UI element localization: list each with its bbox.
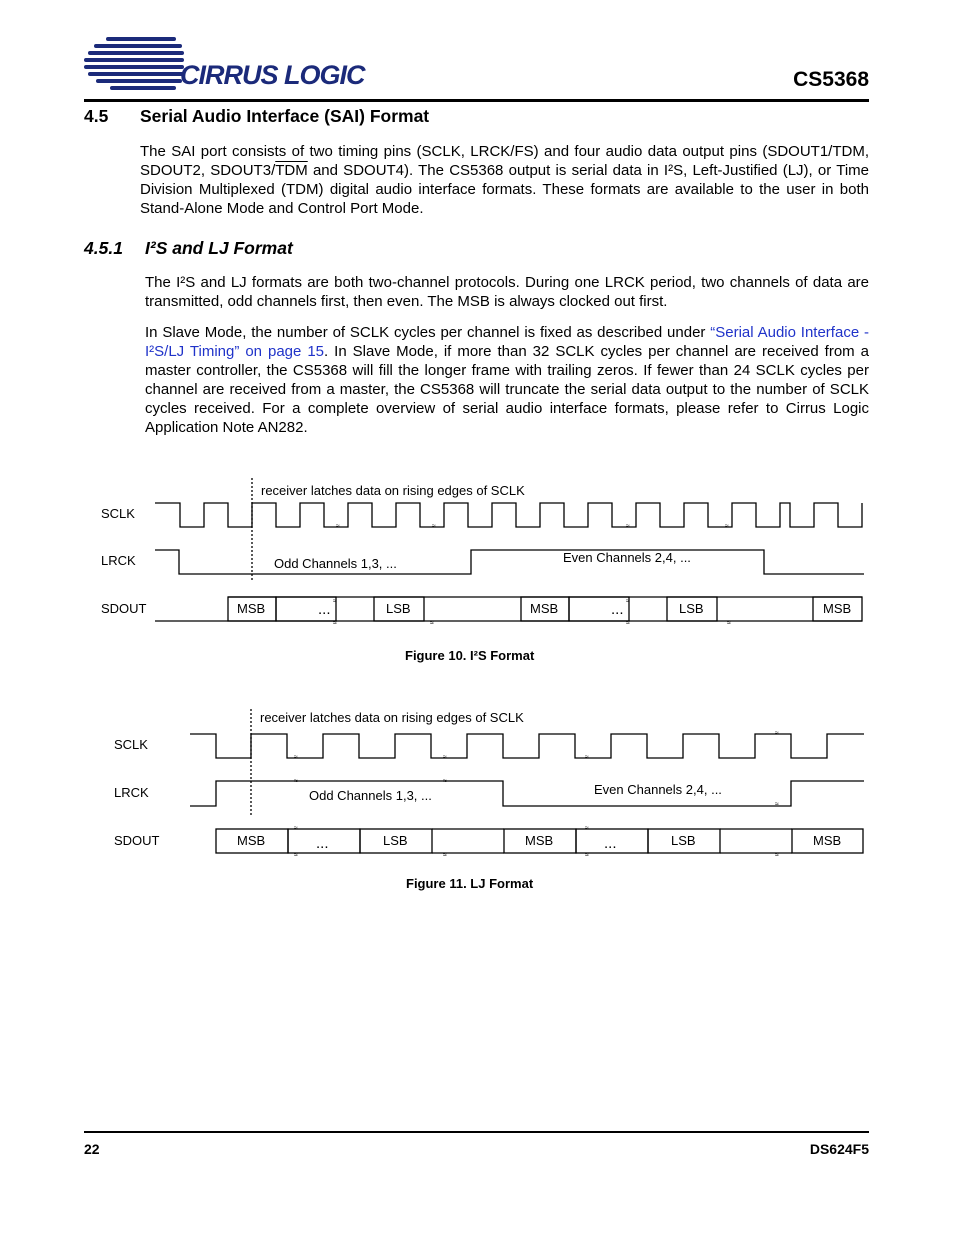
svg-text:≈: ≈ [585,825,589,832]
timing-section-link[interactable]: “Serial Audio Interface - I²S/LJ Timing” on page 15 [145,324,869,360]
tdm-overbar-text: $\overline{TDM}$ [275,162,308,179]
figure-10-caption: Figure 10. I²S Format [405,648,535,663]
svg-text:≈: ≈ [294,778,298,785]
lj-lsb-2: LSB [671,833,696,848]
product-name: CS5368 [793,68,869,91]
svg-text:≈: ≈ [626,598,630,605]
para-text: and SDOUT4). The CS5368 output is serial data in I²S, Left-Justified (LJ), or Time Division Multiplexed (TDM) digital audio interface formats. These formats are available to the user in both Stand-Alone Mode and Control Port Mode. [140,162,869,217]
i2s-odd-label: Odd Channels 1,3, ... [274,556,397,571]
lj-even-label: Even Channels 2,4, ... [594,782,722,797]
svg-text:≈: ≈ [443,778,447,785]
svg-text:≈: ≈ [585,754,589,761]
svg-text:≈: ≈ [775,801,779,808]
lj-lsb-1: LSB [383,833,408,848]
footer-rule [84,1131,869,1133]
lj-ellipsis-1: ... [316,835,329,852]
svg-text:≈: ≈ [626,620,630,627]
i2s-ellipsis-2: ... [611,601,624,618]
para-text: . In Slave Mode, if more than 32 SCLK cycles per channel are received from a master controller, the CS5368 will fill the longer frame with trailing zeros. If fewer than 24 SCLK cycles per channel are received from a master, the CS5368 will truncate the serial data output to the number of SCLK cycles received. For a complete overview of serial audio interface formats, please refer to Cirrus Logic Application Note AN282. [145,343,869,436]
lj-lrck-waveform [190,781,864,806]
svg-text:≈: ≈ [333,620,337,627]
i2s-lrck-label: LRCK [101,553,136,568]
subsection-paragraph-1: The I²S and LJ formats are both two-channel protocols. During one LRCK period, two channels of data are transmitted, odd channels first, then even. The MSB is always clocked out first. [145,274,869,310]
svg-text:≈: ≈ [336,523,340,530]
logo-wordmark: CIRRUS LOGIC [180,60,365,90]
i2s-lsb-1: LSB [386,601,411,616]
i2s-sclk-waveform [155,503,862,527]
svg-text:≈: ≈ [585,852,589,859]
lj-sclk-waveform [190,734,864,758]
i2s-lrck-waveform [155,550,864,574]
svg-text:≈: ≈ [432,523,436,530]
figure-11-caption: Figure 11. LJ Format [406,876,534,891]
page-number: 22 [84,1141,100,1157]
lj-ellipsis-2: ... [604,835,617,852]
lj-msb-3: MSB [813,833,842,848]
i2s-sclk-label: SCLK [101,506,135,521]
lj-sclk-label: SCLK [114,737,148,752]
svg-text:≈: ≈ [294,754,298,761]
lj-lrck-label: LRCK [114,785,149,800]
subsection-title: I²S and LJ Format [145,238,293,258]
svg-text:≈: ≈ [775,852,779,859]
lj-sdout-label: SDOUT [114,833,160,848]
svg-text:≈: ≈ [626,523,630,530]
svg-text:≈: ≈ [443,754,447,761]
i2s-msb-1: MSB [237,601,266,616]
subsection-number: 4.5.1 [84,238,123,258]
i2s-msb-2: MSB [530,601,559,616]
lj-odd-label: Odd Channels 1,3, ... [309,788,432,803]
i2s-sdout-label: SDOUT [101,601,147,616]
svg-text:≈: ≈ [725,523,729,530]
svg-text:≈: ≈ [727,620,731,627]
svg-text:≈: ≈ [775,730,779,737]
svg-text:≈: ≈ [294,825,298,832]
para-text: In Slave Mode, the number of SCLK cycles per channel is fixed as described under [145,324,711,341]
svg-text:≈: ≈ [333,598,337,605]
section-title: Serial Audio Interface (SAI) Format [140,106,430,126]
i2s-lsb-2: LSB [679,601,704,616]
i2s-even-label: Even Channels 2,4, ... [563,550,691,565]
lj-annotation: receiver latches data on rising edges of SCLK [260,710,524,725]
para-text: The SAI port consists of two timing pins (SCLK, LRCK/FS) and four audio data output pins (SDOUT1/TDM, SDOUT2, SDOUT3/ [140,143,869,179]
document-id: DS624F5 [809,1141,869,1157]
lj-msb-1: MSB [237,833,266,848]
svg-text:≈: ≈ [443,852,447,859]
i2s-msb-3: MSB [823,601,852,616]
i2s-ellipsis-1: ... [318,601,331,618]
svg-text:≈: ≈ [294,852,298,859]
i2s-annotation: receiver latches data on rising edges of SCLK [261,483,525,498]
svg-text:≈: ≈ [430,620,434,627]
lj-msb-2: MSB [525,833,554,848]
section-number: 4.5 [84,106,109,126]
